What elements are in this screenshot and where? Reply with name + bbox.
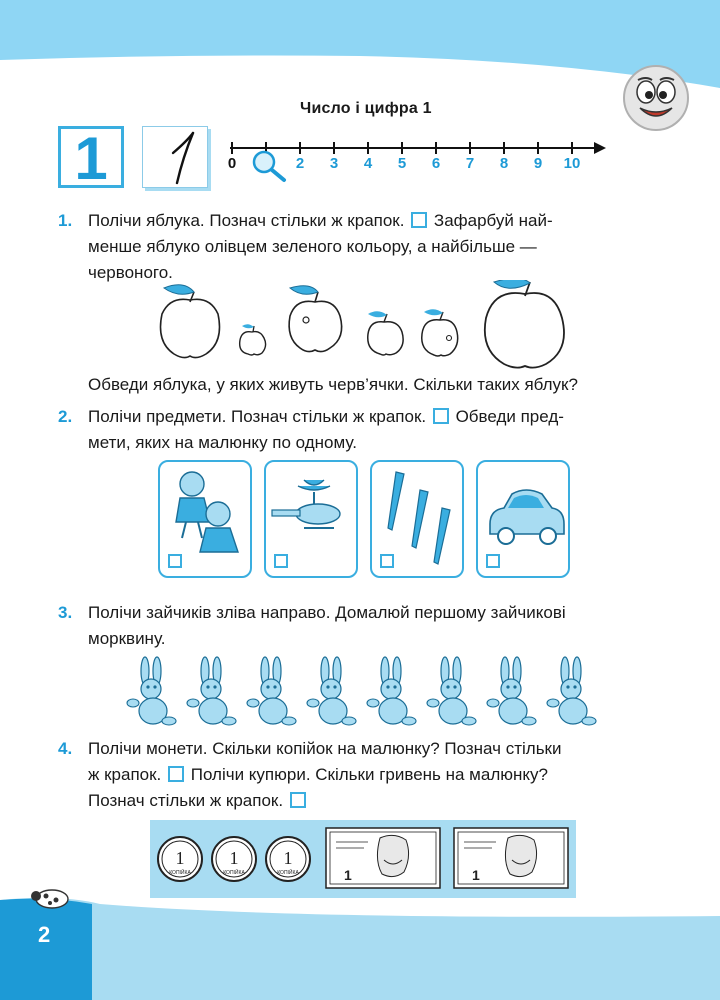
smiley-face-icon — [622, 64, 690, 132]
item-card-helicopter — [264, 460, 358, 578]
coin-value: 1 — [283, 848, 293, 868]
banknote-icon — [454, 828, 568, 888]
task-1-line-1: Полічи яблука. Познач стільки ж крапок. Зафарбуй най- — [88, 211, 553, 230]
ladybug-icon — [28, 884, 74, 910]
task-4-line-3: Познач стільки ж крапок. — [88, 788, 678, 814]
number-line-label: 6 — [431, 155, 441, 172]
car-icon — [480, 474, 570, 554]
task-1-note-text: Обведи яблука, у яких живуть черв’ячки. Скільки таких яблук? — [88, 375, 578, 394]
rabbit-icon — [307, 657, 356, 725]
banknote-value: 1 — [344, 867, 352, 883]
task-4-line-1: Полічи монети. Скільки копійок на малюнку? Познач стільки — [88, 739, 562, 758]
pens-icon — [374, 466, 464, 566]
number-line-label: 5 — [397, 155, 407, 172]
rabbit-icon — [127, 657, 176, 725]
digit-one-card — [58, 125, 124, 192]
page-number: 2 — [38, 922, 51, 947]
coin-value: 1 — [229, 848, 239, 868]
item-card-girls — [158, 460, 252, 578]
task-1-line-2: менше яблуко олівцем зеленого кольору, а найбільше — — [88, 237, 537, 256]
task-3-number: 3. — [58, 603, 73, 622]
coin-icon — [212, 837, 256, 881]
number-line-arrow-icon — [594, 142, 606, 154]
item-checkbox[interactable] — [168, 554, 182, 568]
apple-icon — [368, 311, 403, 355]
apple-icon — [422, 309, 458, 356]
apple-icon — [289, 286, 342, 352]
item-checkbox[interactable] — [486, 554, 500, 568]
number-line-label: 2 — [295, 155, 305, 172]
number-line-label: 8 — [499, 155, 509, 172]
rabbit-icon — [547, 657, 596, 725]
coin-icon — [266, 837, 310, 881]
coin-label: КОПІЙКА — [169, 870, 191, 876]
rabbit-icon — [487, 657, 536, 725]
top-band — [0, 0, 720, 90]
answer-checkbox[interactable] — [168, 766, 184, 782]
coin-label: КОПІЙКА — [277, 870, 299, 876]
bottom-wave — [0, 880, 720, 1000]
handwriting-sample-box — [142, 126, 208, 188]
rabbit-icon — [367, 657, 416, 725]
number-line-label: 10 — [563, 155, 581, 172]
number-line-label: 7 — [465, 155, 475, 172]
task-3 — [58, 600, 678, 654]
answer-checkbox[interactable] — [433, 408, 449, 424]
task-2-line-2: мети, яких на малюнку по одному. — [88, 433, 357, 452]
item-card-car — [476, 460, 570, 578]
task-1-line-3: червоного. — [88, 263, 173, 282]
task-3-line-1: Полічи зайчиків зліва направо. Домалюй першому зайчикові — [88, 603, 566, 622]
coin-value: 1 — [175, 848, 185, 868]
page-title: Число і цифра 1 — [300, 100, 432, 117]
task-4 — [58, 736, 678, 816]
task-3-line-2: морквину. — [88, 629, 166, 648]
rabbit-icon — [427, 657, 476, 725]
rabbits-illustration — [125, 655, 605, 727]
apple-icon — [240, 324, 266, 355]
handwritten-one-icon — [143, 127, 209, 189]
task-1 — [58, 208, 678, 288]
coin-label: КОПІЙКА — [223, 870, 245, 876]
item-checkbox[interactable] — [274, 554, 288, 568]
answer-checkbox[interactable] — [411, 212, 427, 228]
item-checkbox[interactable] — [380, 554, 394, 568]
number-line — [222, 128, 612, 188]
number-line-label: 9 — [533, 155, 543, 172]
task-4-number: 4. — [58, 739, 73, 758]
task-2 — [58, 404, 678, 458]
task-1-note — [58, 372, 678, 398]
answer-checkbox[interactable] — [290, 792, 306, 808]
task-4-line-2: ж крапок. Полічи купюри. Скільки гривень на малюнку? — [88, 765, 548, 784]
item-card-pens — [370, 460, 464, 578]
magnifier-icon — [254, 152, 284, 180]
task-2-line-1: Полічи предмети. Познач стільки ж крапок. Обведи пред- — [88, 407, 564, 426]
helicopter-icon — [268, 472, 358, 552]
banknote-icon — [326, 828, 440, 888]
girls-icon — [162, 464, 252, 564]
number-line-label: 3 — [329, 155, 339, 172]
banknote-value: 1 — [472, 867, 480, 883]
task-1-number: 1. — [58, 211, 73, 230]
number-line-label: 4 — [363, 155, 373, 172]
coin-icon — [158, 837, 202, 881]
rabbit-icon — [187, 657, 236, 725]
apple-icon — [161, 285, 220, 358]
items-illustration — [158, 460, 578, 580]
number-line-label: 0 — [227, 155, 237, 172]
apple-icon — [485, 280, 564, 368]
digit-one: 1 — [74, 125, 108, 192]
apples-illustration — [150, 280, 570, 370]
task-2-number: 2. — [58, 407, 73, 426]
rabbit-icon — [247, 657, 296, 725]
